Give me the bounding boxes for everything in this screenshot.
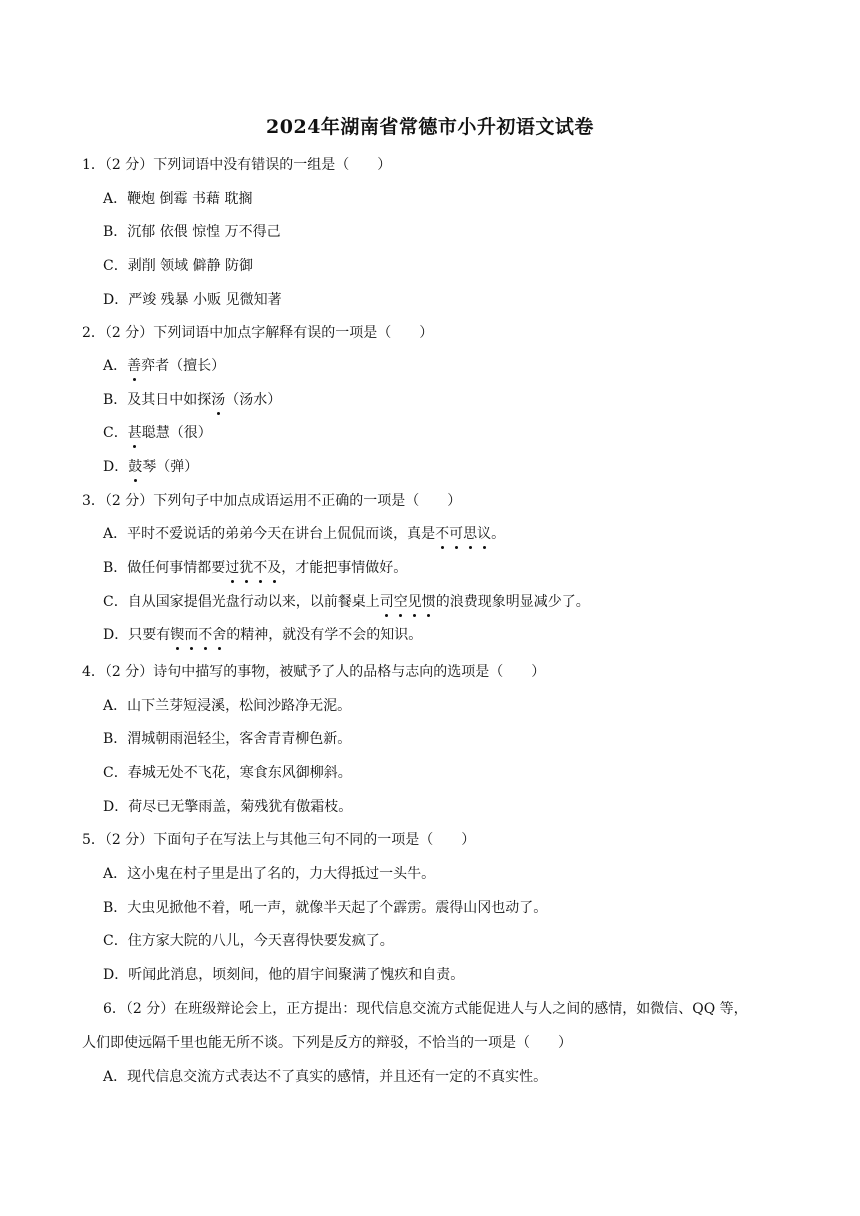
question-4-option-c: C．春城无处不飞花，寒食东风御柳斜。 <box>103 765 352 781</box>
option-prefix: B．做任何事情都要 <box>103 560 226 576</box>
dotted-character: 可 <box>449 526 464 542</box>
option-text: ，才能把事情做好。 <box>281 560 408 576</box>
option-text: 聪慧（很） <box>141 425 212 441</box>
question-3-option-d <box>103 625 422 645</box>
option-prefix: B．及其日中如探 <box>103 392 212 408</box>
question-5-option-b: B．大虫见掀他不着，吼一声，就像半天起了个霹雳。震得山冈也动了。 <box>103 900 548 916</box>
dotted-character: 不 <box>198 627 213 643</box>
option-text: 琴（弹） <box>142 459 199 475</box>
question-1-option-c: C．剥削 领域 僻静 防御 <box>103 258 254 274</box>
question-4-option-d: D．荷尽已无擎雨盖，菊残犹有傲霜枝。 <box>103 799 353 815</box>
question-1-option-b: B．沉郁 依偎 惊惶 万不得己 <box>103 224 281 240</box>
dotted-character: 不 <box>435 526 450 542</box>
question-6-stem-line-2: 人们即使远隔千里也能无所不谈。下列是反方的辩驳，不恰当的一项是（ ） <box>82 1035 572 1051</box>
dotted-character: 善 <box>127 358 142 374</box>
question-4-option-b: B．渭城朝雨浥轻尘，客舍青青柳色新。 <box>103 731 352 747</box>
question-5-stem: 5．（2 分）下面句子在写法上与其他三句不同的一项是（ ） <box>82 832 476 848</box>
dotted-character: 锲 <box>170 627 185 643</box>
question-6-option-a: A．现代信息交流方式表达不了真实的感情，并且还有一定的不真实性。 <box>103 1069 548 1085</box>
question-1-option-a: A．鞭炮 倒霉 书藉 耽搁 <box>103 191 253 207</box>
dotted-character: 及 <box>267 560 282 576</box>
question-2-option-b <box>103 390 281 410</box>
option-text: 弈者（擅长） <box>141 358 226 374</box>
question-3-stem: 3．（2 分）下列句子中加点成语运用不正确的一项是（ ） <box>82 493 462 509</box>
dotted-character: 空 <box>393 594 408 610</box>
question-1-stem: 1．（2 分）下列词语中没有错误的一组是（ ） <box>82 157 392 173</box>
dotted-character: 舍 <box>212 627 227 643</box>
question-2-option-d <box>103 457 198 477</box>
option-prefix: D． <box>103 459 129 475</box>
question-4-stem: 4．（2 分）诗句中描写的事物，被赋予了人的品格与志向的选项是（ ） <box>82 664 546 680</box>
dotted-character: 见 <box>407 594 422 610</box>
question-3-option-b <box>103 558 407 578</box>
option-prefix: C． <box>103 425 128 441</box>
question-5-option-a: A．这小鬼在村子里是出了名的，力大得抵过一头牛。 <box>103 866 436 882</box>
dotted-character: 汤 <box>211 392 226 408</box>
dotted-character: 议 <box>477 526 492 542</box>
dotted-character: 思 <box>463 526 478 542</box>
option-prefix: A． <box>103 358 128 374</box>
question-2-stem: 2．（2 分）下列词语中加点字解释有误的一项是（ ） <box>82 325 434 341</box>
option-text: （汤水） <box>225 392 282 408</box>
option-prefix: D．只要有 <box>103 627 171 643</box>
exam-title: 2024年湖南省常德市小升初语文试卷 <box>266 116 594 138</box>
dotted-character: 而 <box>184 627 199 643</box>
dotted-character: 犹 <box>239 560 254 576</box>
question-3-option-c <box>103 592 590 612</box>
question-5-option-c: C．住方家大院的八儿，今天喜得快要发疯了。 <box>103 933 394 949</box>
option-text: 的浪费现象明显减少了。 <box>435 594 590 610</box>
dotted-character: 司 <box>379 594 394 610</box>
option-prefix: C．自从国家提倡光盘行动以来，以前餐桌上 <box>103 594 380 610</box>
question-2-option-c <box>103 423 212 443</box>
question-2-option-a <box>103 356 225 376</box>
dotted-character: 甚 <box>127 425 142 441</box>
question-3-option-a <box>103 524 505 544</box>
option-text: 的精神，就没有学不会的知识。 <box>226 627 423 643</box>
question-4-option-a: A．山下兰芽短浸溪，松间沙路净无泥。 <box>103 698 352 714</box>
option-prefix: A．平时不爱说话的弟弟今天在讲台上侃侃而谈，真是 <box>103 526 436 542</box>
dotted-character: 鼓 <box>128 459 143 475</box>
question-6-stem-line-1: 6．（2 分）在班级辩论会上，正方提出：现代信息交流方式能促进人与人之间的感情，如微信、QQ 等， <box>103 1001 748 1017</box>
option-text: 。 <box>491 526 506 542</box>
dotted-character: 不 <box>253 560 268 576</box>
question-5-option-d: D．听闻此消息，顷刻间，他的眉宇间聚满了愧疚和自责。 <box>103 967 465 983</box>
question-1-option-d: D．严竣 残暴 小贩 见微知著 <box>103 292 282 308</box>
dotted-character: 过 <box>225 560 240 576</box>
dotted-character: 惯 <box>421 594 436 610</box>
